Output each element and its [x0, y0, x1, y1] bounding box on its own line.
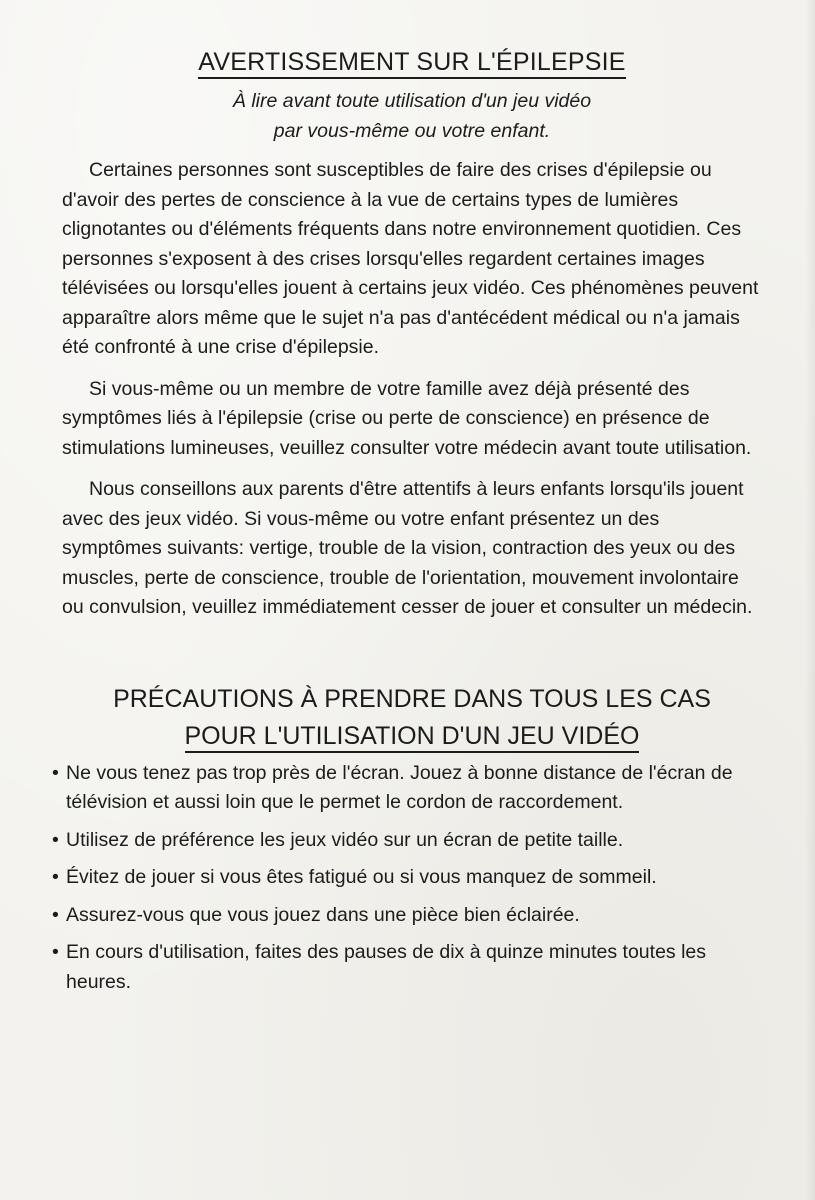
- precaution-text: En cours d'utilisation, faites des pauses de dix à quinze minutes toutes les heures.: [66, 941, 707, 993]
- warning-paragraph-3: Nous conseillons aux parents d'être attentifs à leurs enfants lorsqu'ils jouent avec des jeux vidéo. Si vous-même ou votre enfant présentez un des symptômes suivants: vertige, trouble de la vision, contraction des yeux ou des muscles, perte de conscience, trouble de l'orientation, mouvement involontaire ou convulsion, veuillez immédiatement cesser de jouer et consulter un médecin.: [62, 478, 753, 618]
- bullet-dot-icon: •: [52, 903, 59, 926]
- bullet-dot-icon: •: [52, 866, 59, 888]
- precaution-item: [52, 826, 772, 856]
- precaution-text: Utilisez de préférence les jeux vidéo sur un écran de petite taille.: [66, 828, 624, 851]
- bullet-dot-icon: •: [52, 828, 59, 851]
- page-content: [52, 42, 762, 1005]
- bullet-dot-icon: •: [52, 761, 59, 784]
- warning-paragraph-2: Si vous-même ou un membre de votre famille avez déjà présenté des symptômes liés à l'épilepsie (crise ou perte de conscience) en présence de stimulations lumineuses, veuillez consulter votre médecin avant toute utilisation.: [62, 377, 752, 459]
- warning-paragraph-1: Certaines personnes sont susceptibles de faire des crises d'épilepsie ou d'avoir des pertes de conscience à la vue de certains types de lumières clignotantes ou d'éléments fréquents dans notre environnement quotidien. Ces personnes s'exposent à des crises lorsqu'elles regardent certaines images télévisées ou lorsqu'elles jouent à certains jeux vidéo. Ces phénomènes peuvent apparaître alors même que le sujet n'a pas d'antécédent médical ou n'a jamais été confronté à une crise d'épilepsie.: [62, 159, 759, 358]
- bullet-dot-icon: •: [52, 941, 59, 963]
- precautions-title-line-1: PRÉCAUTIONS À PRENDRE DANS TOUS LES CAS: [113, 684, 711, 713]
- precaution-item: [52, 901, 772, 931]
- precautions-list: [52, 759, 772, 998]
- precaution-text: Assurez-vous que vous jouez dans une pièce bien éclairée.: [66, 903, 580, 926]
- precaution-text: Évitez de jouer si vous êtes fatigué ou si vous manquez de sommeil.: [66, 866, 657, 888]
- epilepsy-warning-title-text: AVERTISSEMENT SUR L'ÉPILEPSIE: [198, 48, 625, 79]
- precautions-title: [62, 681, 762, 755]
- subtitle-line-1: À lire avant toute utilisation d'un jeu vidéo: [232, 90, 592, 112]
- precaution-item: [52, 863, 772, 893]
- subtitle-line-2: par vous-même ou votre enfant.: [273, 120, 551, 142]
- precaution-text: Ne vous tenez pas trop près de l'écran. Jouez à bonne distance de l'écran de télévision et aussi loin que le permet le cordon de raccordement.: [66, 761, 733, 813]
- epilepsy-warning-subtitle: [62, 86, 762, 146]
- precaution-item: [52, 759, 772, 818]
- page-edge-shadow: [805, 0, 815, 1200]
- precaution-item: [52, 938, 772, 997]
- epilepsy-warning-title: [62, 42, 762, 82]
- precautions-title-line-2: POUR L'UTILISATION D'UN JEU VIDÉO: [185, 722, 640, 753]
